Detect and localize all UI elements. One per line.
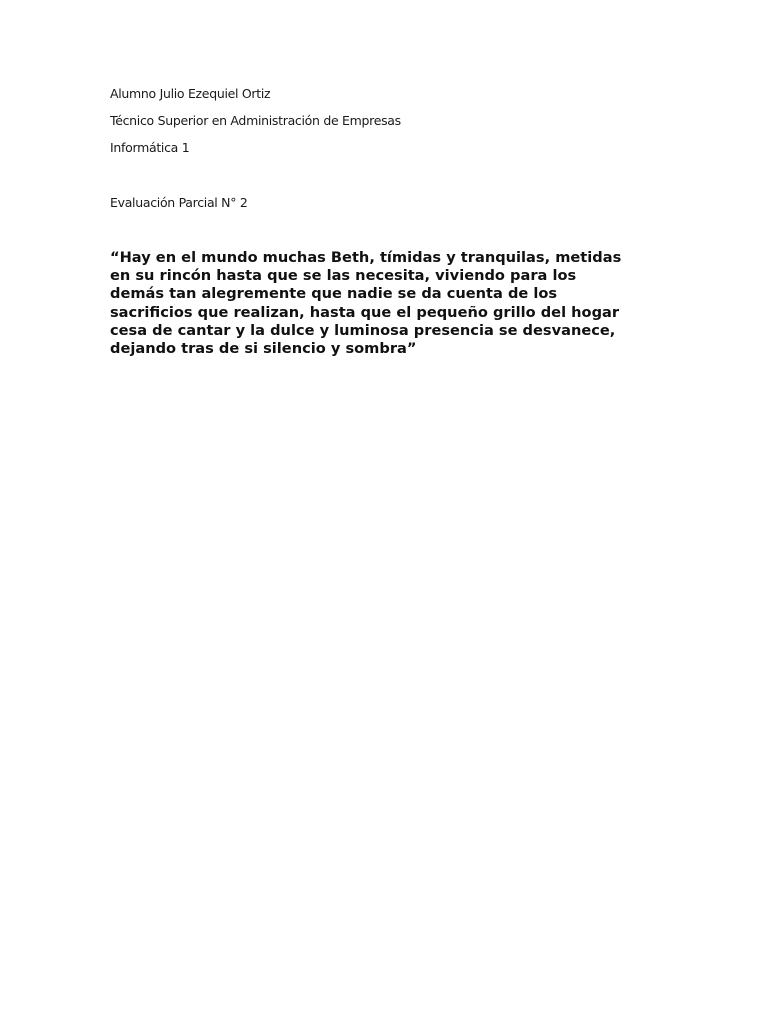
quote-paragraph [110, 249, 670, 358]
program-line: Técnico Superior en Administración de Empresas [110, 113, 401, 128]
quote-line: cesa de cantar y la dulce y luminosa presencia se desvanece, [110, 321, 616, 339]
subject-line: Informática 1 [110, 140, 190, 155]
quote-line: demás tan alegremente que nadie se da cuenta de los [110, 285, 558, 303]
quote-line: “Hay en el mundo muchas Beth, tímidas y tranquilas, metidas [110, 249, 622, 266]
evaluation-title: Evaluación Parcial N° 2 [110, 195, 248, 210]
quote-line: dejando tras de si silencio y sombra” [110, 340, 417, 358]
student-name-line: Alumno Julio Ezequiel Ortiz [110, 86, 271, 101]
quote-line: en su rincón hasta que se las necesita, viviendo para los [110, 267, 577, 285]
quote-line: sacrificios que realizan, hasta que el pequeño grillo del hogar [110, 303, 620, 321]
